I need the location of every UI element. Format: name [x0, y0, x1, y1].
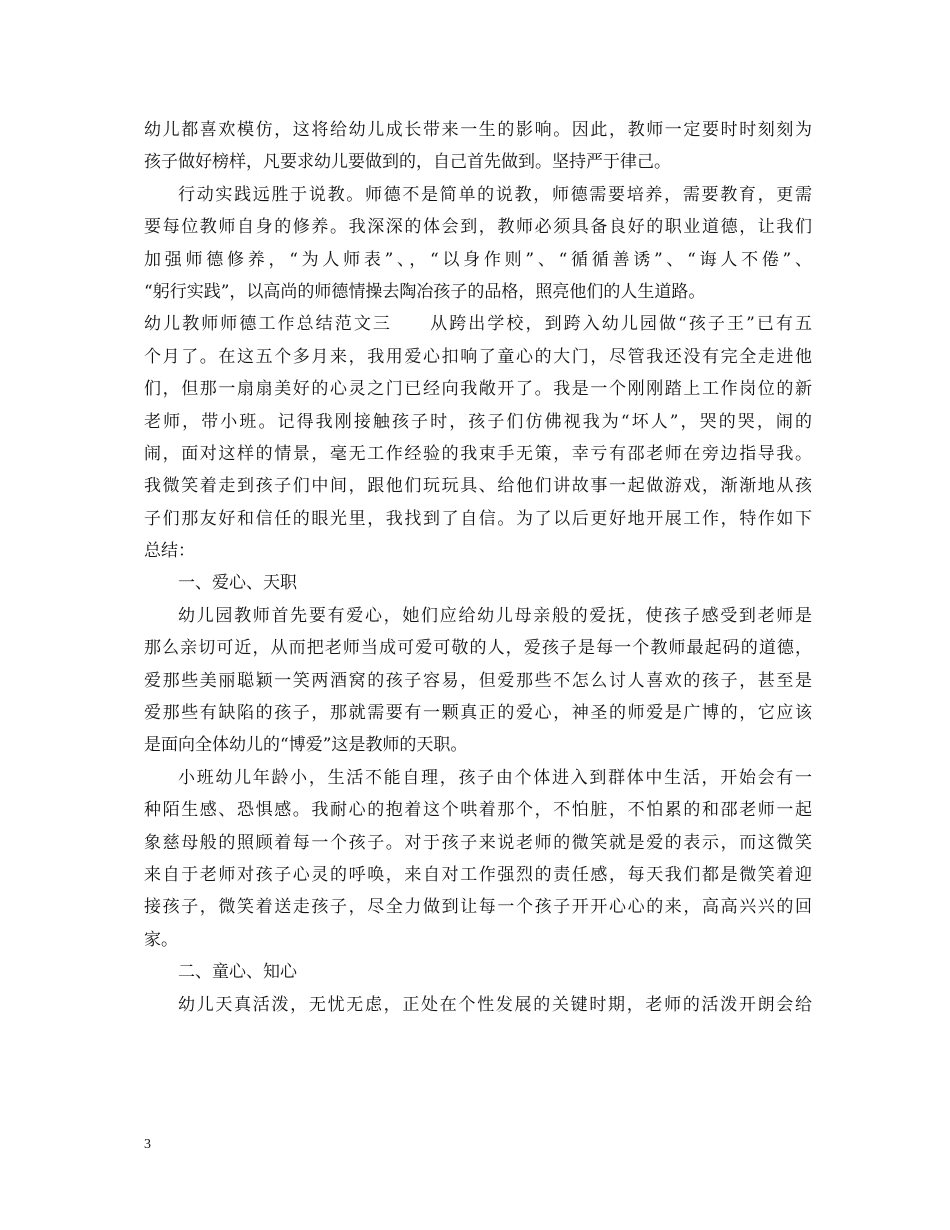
text-line: 种陌生感、恐惧感。我耐心的抱着这个哄着那个，不怕脏，不怕累的和邵老师一起	[144, 800, 812, 821]
text-line: 爱那些有缺陷的孩子，那就需要有一颗真正的爱心，神圣的师爱是广博的，它应该	[144, 703, 812, 724]
text-line: 爱那些美丽聪颖一笑两酒窝的孩子容易，但爱那些不怎么讨人喜欢的孩子，甚至是	[144, 670, 812, 691]
text-line: 们，但那一扇扇美好的心灵之门已经向我敞开了。我是一个刚刚踏上工作岗位的新	[144, 379, 812, 400]
text-line: 象慈母般的照顾着每一个孩子。对于孩子来说老师的微笑就是爱的表示，而这微笑	[144, 832, 812, 853]
text-line: 总结：	[144, 541, 195, 562]
section-title-line: 幼儿教师师德工作总结范文三 从跨出学校，到跨入幼儿园做“孩子王”已有五	[144, 314, 812, 335]
text-line: 老师，带小班。记得我刚接触孩子时，孩子们仿佛视我为“坏人”，哭的哭，闹的	[144, 411, 812, 432]
text-line: 幼儿都喜欢模仿，这将给幼儿成长带来一生的影响。因此，教师一定要时时刻刻为	[144, 120, 812, 140]
document-body	[144, 114, 812, 1021]
text-line: 加强师德修养，“为人师表”、，“以身作则”、“循循善诱”、“诲人不倦”、	[144, 249, 812, 270]
text-line: 孩子做好榜样，凡要求幼儿要做到的，自己首先做到。坚持严于律己。	[144, 152, 671, 173]
paragraph-start-line: 行动实践远胜于说教。师德不是简单的说教，师德需要培养，需要教育，更需	[178, 184, 812, 205]
text-line: 那么亲切可近，从而把老师当成可爱可敬的人，爱孩子是每一个教师最起码的道德，	[144, 638, 812, 659]
paragraph-start-line: 幼儿天真活泼，无忧无虑，正处在个性发展的关键时期，老师的活泼开朗会给	[178, 994, 812, 1015]
text-line: 来自于老师对孩子心灵的呼唤，来自对工作强烈的责任感，每天我们都是微笑着迎	[144, 864, 812, 885]
page-number: 3	[144, 1137, 151, 1152]
text-line: 我微笑着走到孩子们中间，跟他们玩玩具、给他们讲故事一起做游戏，渐渐地从孩	[144, 476, 812, 497]
paragraph-start-line: 小班幼儿年龄小，生活不能自理，孩子由个体进入到群体中生活，开始会有一	[178, 767, 812, 788]
text-line: 闹，面对这样的情景，毫无工作经验的我束手无策，幸亏有邵老师在旁边指导我。	[144, 443, 812, 464]
text-line: 接孩子，微笑着送走孩子，尽全力做到让每一个孩子开开心心的来，高高兴兴的回	[144, 897, 812, 918]
heading-line: 一、爱心、天职	[178, 573, 297, 594]
text-line: 个月了。在这五个多月来，我用爱心扣响了童心的大门，尽管我还没有完全走进他	[144, 346, 812, 367]
text-line: 是面向全体幼儿的“博爱”这是教师的天职。	[144, 735, 468, 756]
text-line: 子们那友好和信任的眼光里，我找到了自信。为了以后更好地开展工作，特作如下	[144, 508, 812, 529]
text-line: 要每位教师自身的修养。我深深的体会到，教师必须具备良好的职业道德，让我们	[144, 217, 812, 238]
text-line: 家。	[144, 929, 178, 950]
heading-line: 二、童心、知心	[178, 962, 297, 983]
text-line: “躬行实践”，以高尚的师德情操去陶冶孩子的品格，照亮他们的人生道路。	[144, 281, 706, 302]
paragraph-start-line: 幼儿园教师首先要有爱心，她们应给幼儿母亲般的爱抚，使孩子感受到老师是	[178, 605, 812, 626]
